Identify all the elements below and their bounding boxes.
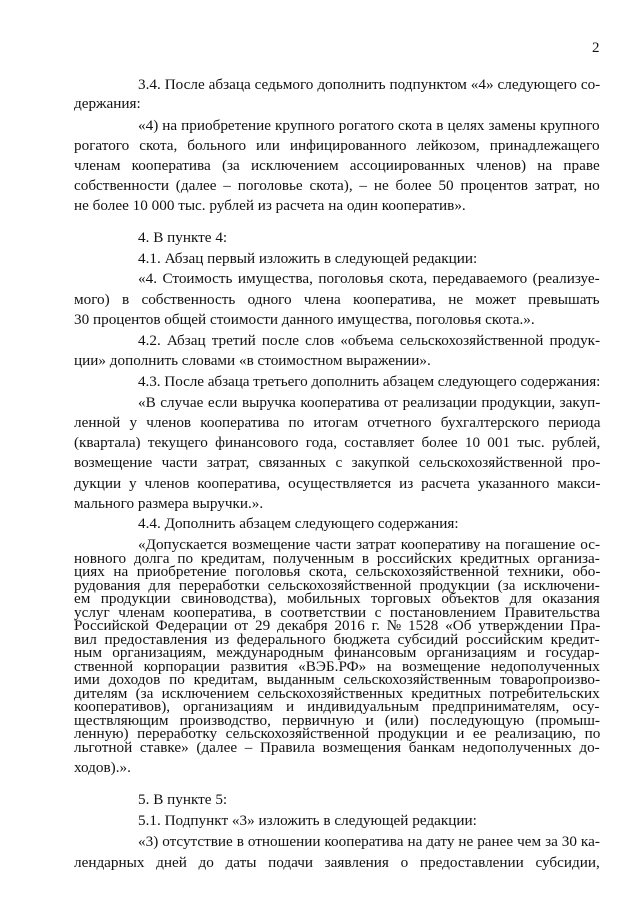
text-line: дукции у членов кооператива, осуществляется из расчета указанного макси- [74,475,601,492]
text-line: (квартала) текущего финансового года, составляет более 10 001 тыс. рублей, [74,434,601,451]
text-line: лендарных дней до даты подачи заявления о предоставлении субсидии, [74,854,600,871]
text-line: «В случае если выручка кооператива от реализации продукции, закуп- [138,394,601,411]
text-line: 30 процентов общей стоимости данного имущества, поголовья скота.». [74,311,535,328]
text-line: ходов).». [74,759,131,776]
text-line: ным организациям, международным финансовым организациям и государ- [74,644,600,661]
text-line: ленной у членов кооператива по итогам отчетного бухгалтерского периода [74,414,601,431]
text-line: 4.4. Дополнить абзацем следующего содержания: [138,515,459,532]
text-line: рудования для переработки сельскохозяйственной продукции (за исключени- [74,577,600,594]
text-line: 3.4. После абзаца седьмого дополнить подпунктом «4» следующего со- [138,76,601,93]
text-line: не более 10 000 тыс. рублей из расчета на один кооператив». [74,197,466,214]
text-line: возмещение части затрат, связанных с закупкой сельскохозяйственной про- [74,454,601,471]
text-line: льготной ставке» (далее – Правила возмещения банкам недополученных до- [74,739,600,756]
text-line: мального размера выручки.». [74,495,264,512]
text-line: 4.2. Абзац третий после слов «объема сельскохозяйственной продук- [138,332,601,349]
text-line: 4.1. Абзац первый изложить в следующей редакции: [138,250,478,267]
text-line: собственности (далее – поголовье скота), – не более 50 процентов затрат, но [74,177,600,194]
text-line: членам кооператива (за исключением ассоциированных членов) на праве [74,157,600,174]
text-line: циях на приобретение поголовья скота, сельскохозяйственной техники, обо- [74,563,601,580]
text-line: ими доходов по кредитам, выданным сельскохозяйственным товаропроизво- [74,671,601,688]
text-line: 4. В пункте 4: [138,229,228,246]
page-number: 2 [592,40,600,56]
text-line: Российской Федерации от 29 декабря 2016 г. № 1528 «Об утверждении Пра- [74,617,601,634]
text-line: кооперативов), организациям и индивидуальным предпринимателям, осу- [74,698,600,715]
text-line: 4.3. После абзаца третьего дополнить абзацем следующего содержания: [138,373,601,390]
text-line: ществляющим производство, первичную и (или) последующую (промыш- [74,712,600,729]
text-line: 5. В пункте 5: [138,791,228,808]
text-line: «3) отсутствие в отношении кооператива на дату не ранее чем за 30 ка- [138,833,600,850]
text-line: ленную) переработку сельскохозяйственной продукции и ее реализацию, по [74,725,601,742]
text-line: дителям (за исключением сельскохозяйственных кредитных потребительских [74,685,600,702]
text-line: ем продукции свиноводства), мобильных торговых объектов для оказания [74,590,600,607]
text-line: новного долга по кредитам, полученным в российских кредитных организа- [74,550,600,567]
text-line: ции» дополнить словами «в стоимостном выражении». [74,352,431,369]
text-line: вил предоставления из федерального бюджета субсидий российским кредит- [74,631,600,648]
text-line: «4. Стоимость имущества, поголовья скота, передаваемого (реализуе- [138,270,600,287]
text-line: мого) в собственность одного члена кооператива, не может превышать [74,291,600,308]
text-line: «Допускается возмещение части затрат кооперативу на погашение ос- [138,536,601,553]
text-line: рогатого скота, больного или инфицированного лейкозом, принадлежащего [74,137,600,154]
text-line: услуг членам кооператива, в соответствии с постановлением Правительства [74,604,600,621]
text-line: 5.1. Подпункт «3» изложить в следующей редакции: [138,812,477,829]
text-line: ственной корпорации развития «ВЭБ.РФ» на возмещение недополученных [74,658,600,675]
text-line: «4) на приобретение крупного рогатого скота в целях замены крупного [138,117,600,134]
text-line: держания: [74,95,141,112]
